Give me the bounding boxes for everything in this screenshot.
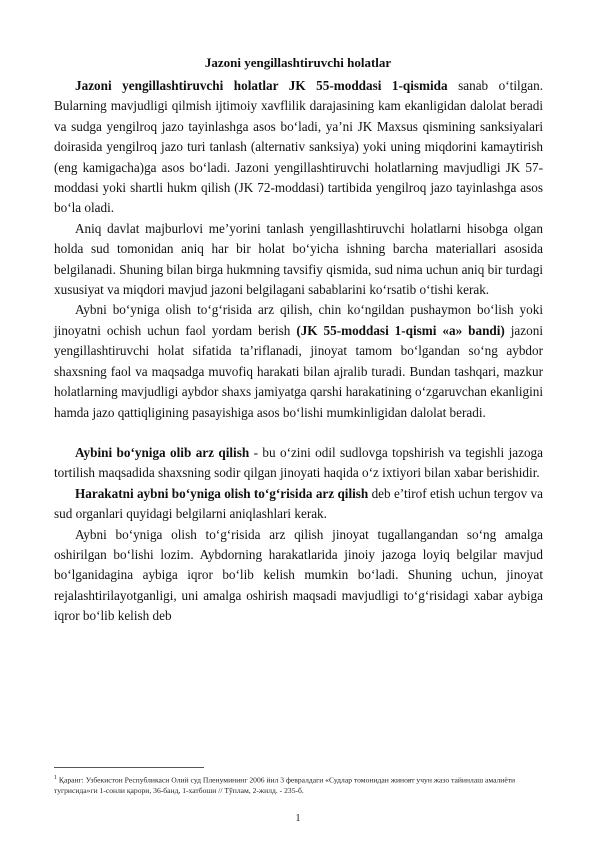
paragraph-2-text: Aniq davlat majburlovi me’yorini tanlash yengillashtiruvchi holatlarni hisobga olgan holda sud tomonidan aniq har bir holat bo‘yicha ishning barcha materiallari asosida belgilanadi. Shuning bilan birga hukmning tavsifiy qismida, sud nima uchun aniq bir turdagi xususiyat va miqdori mavjud jazoni belgilagani sabablarini ko‘rsatib o‘tishi kerak. [54, 220, 543, 298]
paragraph-6 [54, 525, 543, 627]
paragraph-6-text: Aybni bo‘yniga olish to‘g‘risida arz qilish jinoyat tugallangandan so‘ng amalga oshirilgan bo‘lishi lozim. Aybdorning harakatlarida jinoiy jazoga loyiq belgilar mavjud bo‘lganidagina aybiga iqror bo‘lib kelish mumkin bo‘ladi. Shuning uchun, jinoyat rejalashtirilayotganligi, uni amalga oshirish maqsadi mavjudligi to‘g‘risidagi xabar aybiga iqror bo‘lib kelish deb [54, 526, 543, 624]
paragraph-5 [54, 484, 543, 525]
footnote-divider [54, 767, 204, 768]
paragraph-1 [54, 76, 543, 219]
paragraph-3-text-before: Aybni bo‘yniga olish to‘g‘risida arz qilish, chin ko‘ngildan pushaymon bo‘lish yoki jinoyatni ochish uchun faol yordam berish [54, 302, 543, 338]
paragraph-5-bold: Harakatni aybni bo‘yniga olish to‘g‘risida arz qilish [75, 485, 369, 501]
paragraph-3-bold: (JK 55-moddasi 1-qismi «a» bandi) [296, 322, 505, 338]
page-number: 1 [295, 813, 301, 824]
footnote [54, 773, 543, 796]
paragraph-4 [54, 443, 543, 484]
paragraph-3 [54, 300, 543, 422]
paragraph-5-text: deb e’tirof etish uchun tergov va sud organlari quyidagi belgilarni aniqlashlari kerak. [54, 485, 543, 522]
footnote-marker: 1 [54, 775, 57, 781]
paragraph-1-text: sanab o‘tilgan. Bularning mavjudligi qilmish ijtimoiy xavflilik darajasining kam ekanligidan dalolat beradi va sudga yengilroq jazo tayinlashga asos bo‘ladi, ya’ni JK Maxsus qismining sanksiyalari doirasida yengilroq jazo turi tanlash (alternativ sanksiya) yoki uning miqdorini kamaytirish (eng kamigacha)ga asos bo‘ladi. Jazoni yengillashtiruvchi holatlarning mavjudligi JK 57-moddasi yoki shartli hukm qilish (JK 72-moddasi) tartibida yengilroq jazo tayinlashga asos bo‘la oladi. [54, 78, 543, 216]
paragraph-4-text: - bu o‘zini odil sudlovga topshirish va tegishli jazoga tortilish maqsadida shaxsning sodir qilgan jinoyati haqida o‘z ixtiyori bilan xabar berishidir. [54, 444, 543, 481]
paragraph-1-bold: Jazoni yengillashtiruvchi holatlar JK 55-moddasi 1-qismida [75, 78, 448, 93]
document-body [54, 76, 543, 627]
paragraph-2 [54, 219, 543, 301]
page-title: Jazoni yengillashtiruvchi holatlar [204, 55, 392, 70]
paragraph-4-bold: Aybini bo‘yniga olib arz qilish [75, 444, 250, 460]
paragraph-3-text-after: jazoni yengillashtiruvchi holat sifatida ta’riflanadi, jinoyat tamom bo‘lgandan so‘ng aybdor shaxsning faol va maqsadga muvofiq harakati bilan ajralib turadi. Bundan tashqari, mazkur holatlarning mavjudligi aybdor shaxs jamiyatga qarshi harakatining o‘zgaruvchan ekanligini hamda jazo qattiqligining pasayishiga asos bo‘lishi mumkinligidan dalolat beradi. [54, 322, 543, 420]
footnote-text: Қаранг: Узбекистон Республикаси Олий суд Пленумининг 2006 йил 3 февралдаги «Судлар томонидан жиноят учун жазо тайинлаш амалиёти тугрисида»ги 1-сонли қарори, 36-банд, 1-хатбоши // Тўплам, 2-жилд. - 235-б. [54, 775, 516, 795]
